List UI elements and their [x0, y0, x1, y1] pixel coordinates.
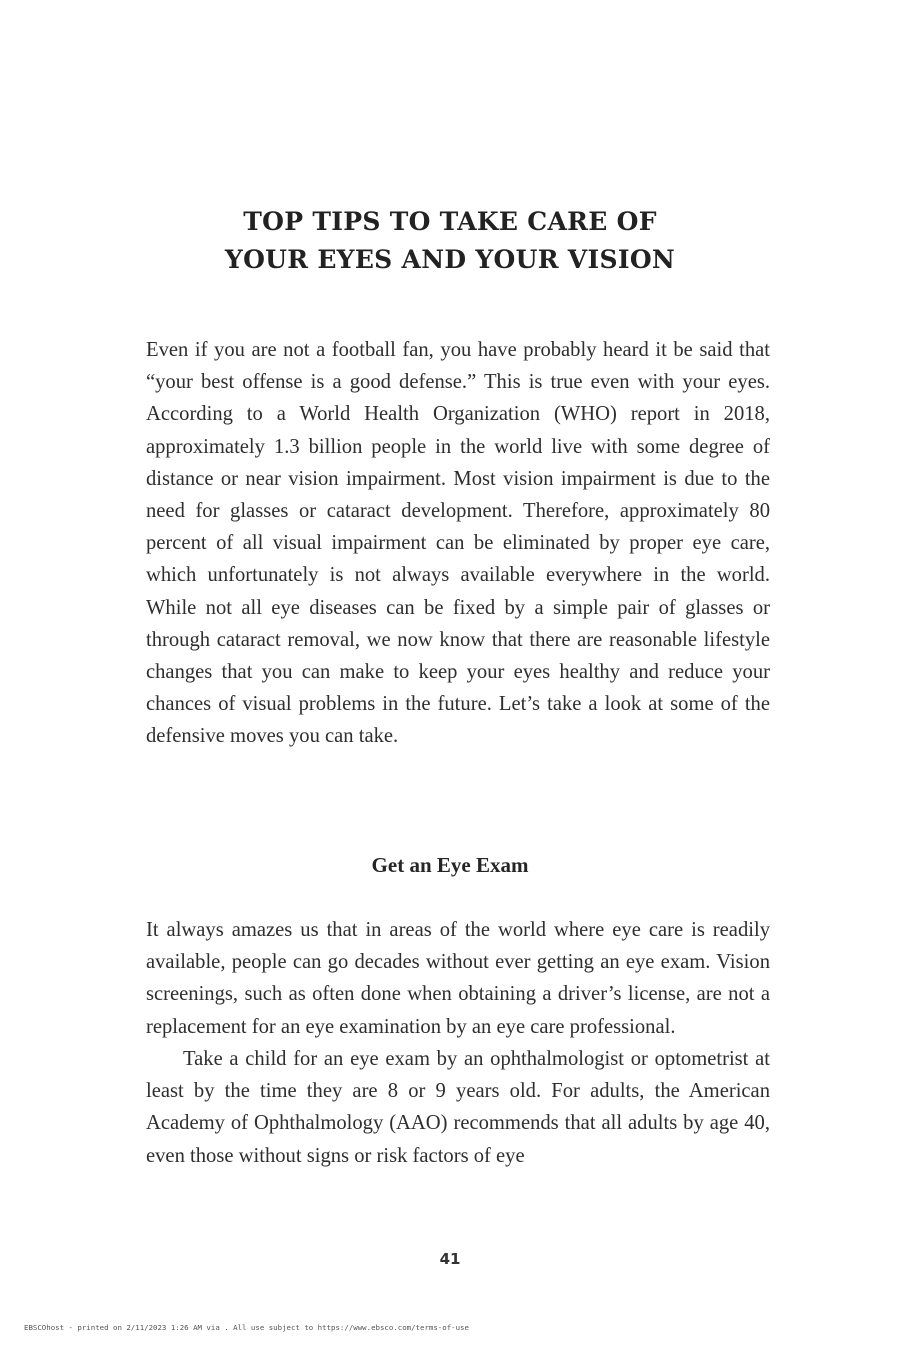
chapter-title [0, 203, 900, 279]
chapter-title-line-2: YOUR EYES AND YOUR VISION [224, 245, 676, 274]
footer-note: EBSCOhost - printed on 2/11/2023 1:26 AM via . All use subject to https://www.ebsco.com/terms-of-use [24, 1323, 469, 1332]
section-heading: Get an Eye Exam [371, 853, 529, 877]
intro-paragraph: Even if you are not a football fan, you have probably heard it be said that “your best offense is a good defense.” This is true even with your eyes. According to a World Health Organization (WHO) report in 2018, approximately 1.3 billion people in the world live with some degree of distance or near vision impairment. Most vision impairment is due to the need for glasses or cataract development. Therefore, approximately 80 percent of all visual impairment can be eliminated by proper eye care, which unfortunately is not always available everywhere in the world. While not all eye diseases can be fixed by a simple pair of glasses or through cataract removal, we now know that there are reasonable lifestyle changes that you can make to keep your eyes healthy and reduce your chances of visual problems in the future. Let’s take a look at some of the defensive moves you can take. [146, 339, 770, 748]
page-number: 41 [439, 1250, 461, 1268]
eye-exam-paragraph-2: Take a child for an eye exam by an ophthalmologist or optometrist at least by the time they are 8 or 9 years old. For adults, the American Academy of Ophthalmology (AAO) recommends that all adults by age 40, even those without signs or risk factors of eye [146, 1048, 770, 1167]
eye-exam-paragraph-1: It always amazes us that in areas of the world where eye care is readily available, people can go decades without ever getting an eye exam. Vision screenings, such as often done when obtaining a driver’s license, are not a replacement for an eye examination by an eye care professional. [146, 919, 770, 1038]
chapter-title-line-1: TOP TIPS TO TAKE CARE OF [243, 207, 657, 236]
